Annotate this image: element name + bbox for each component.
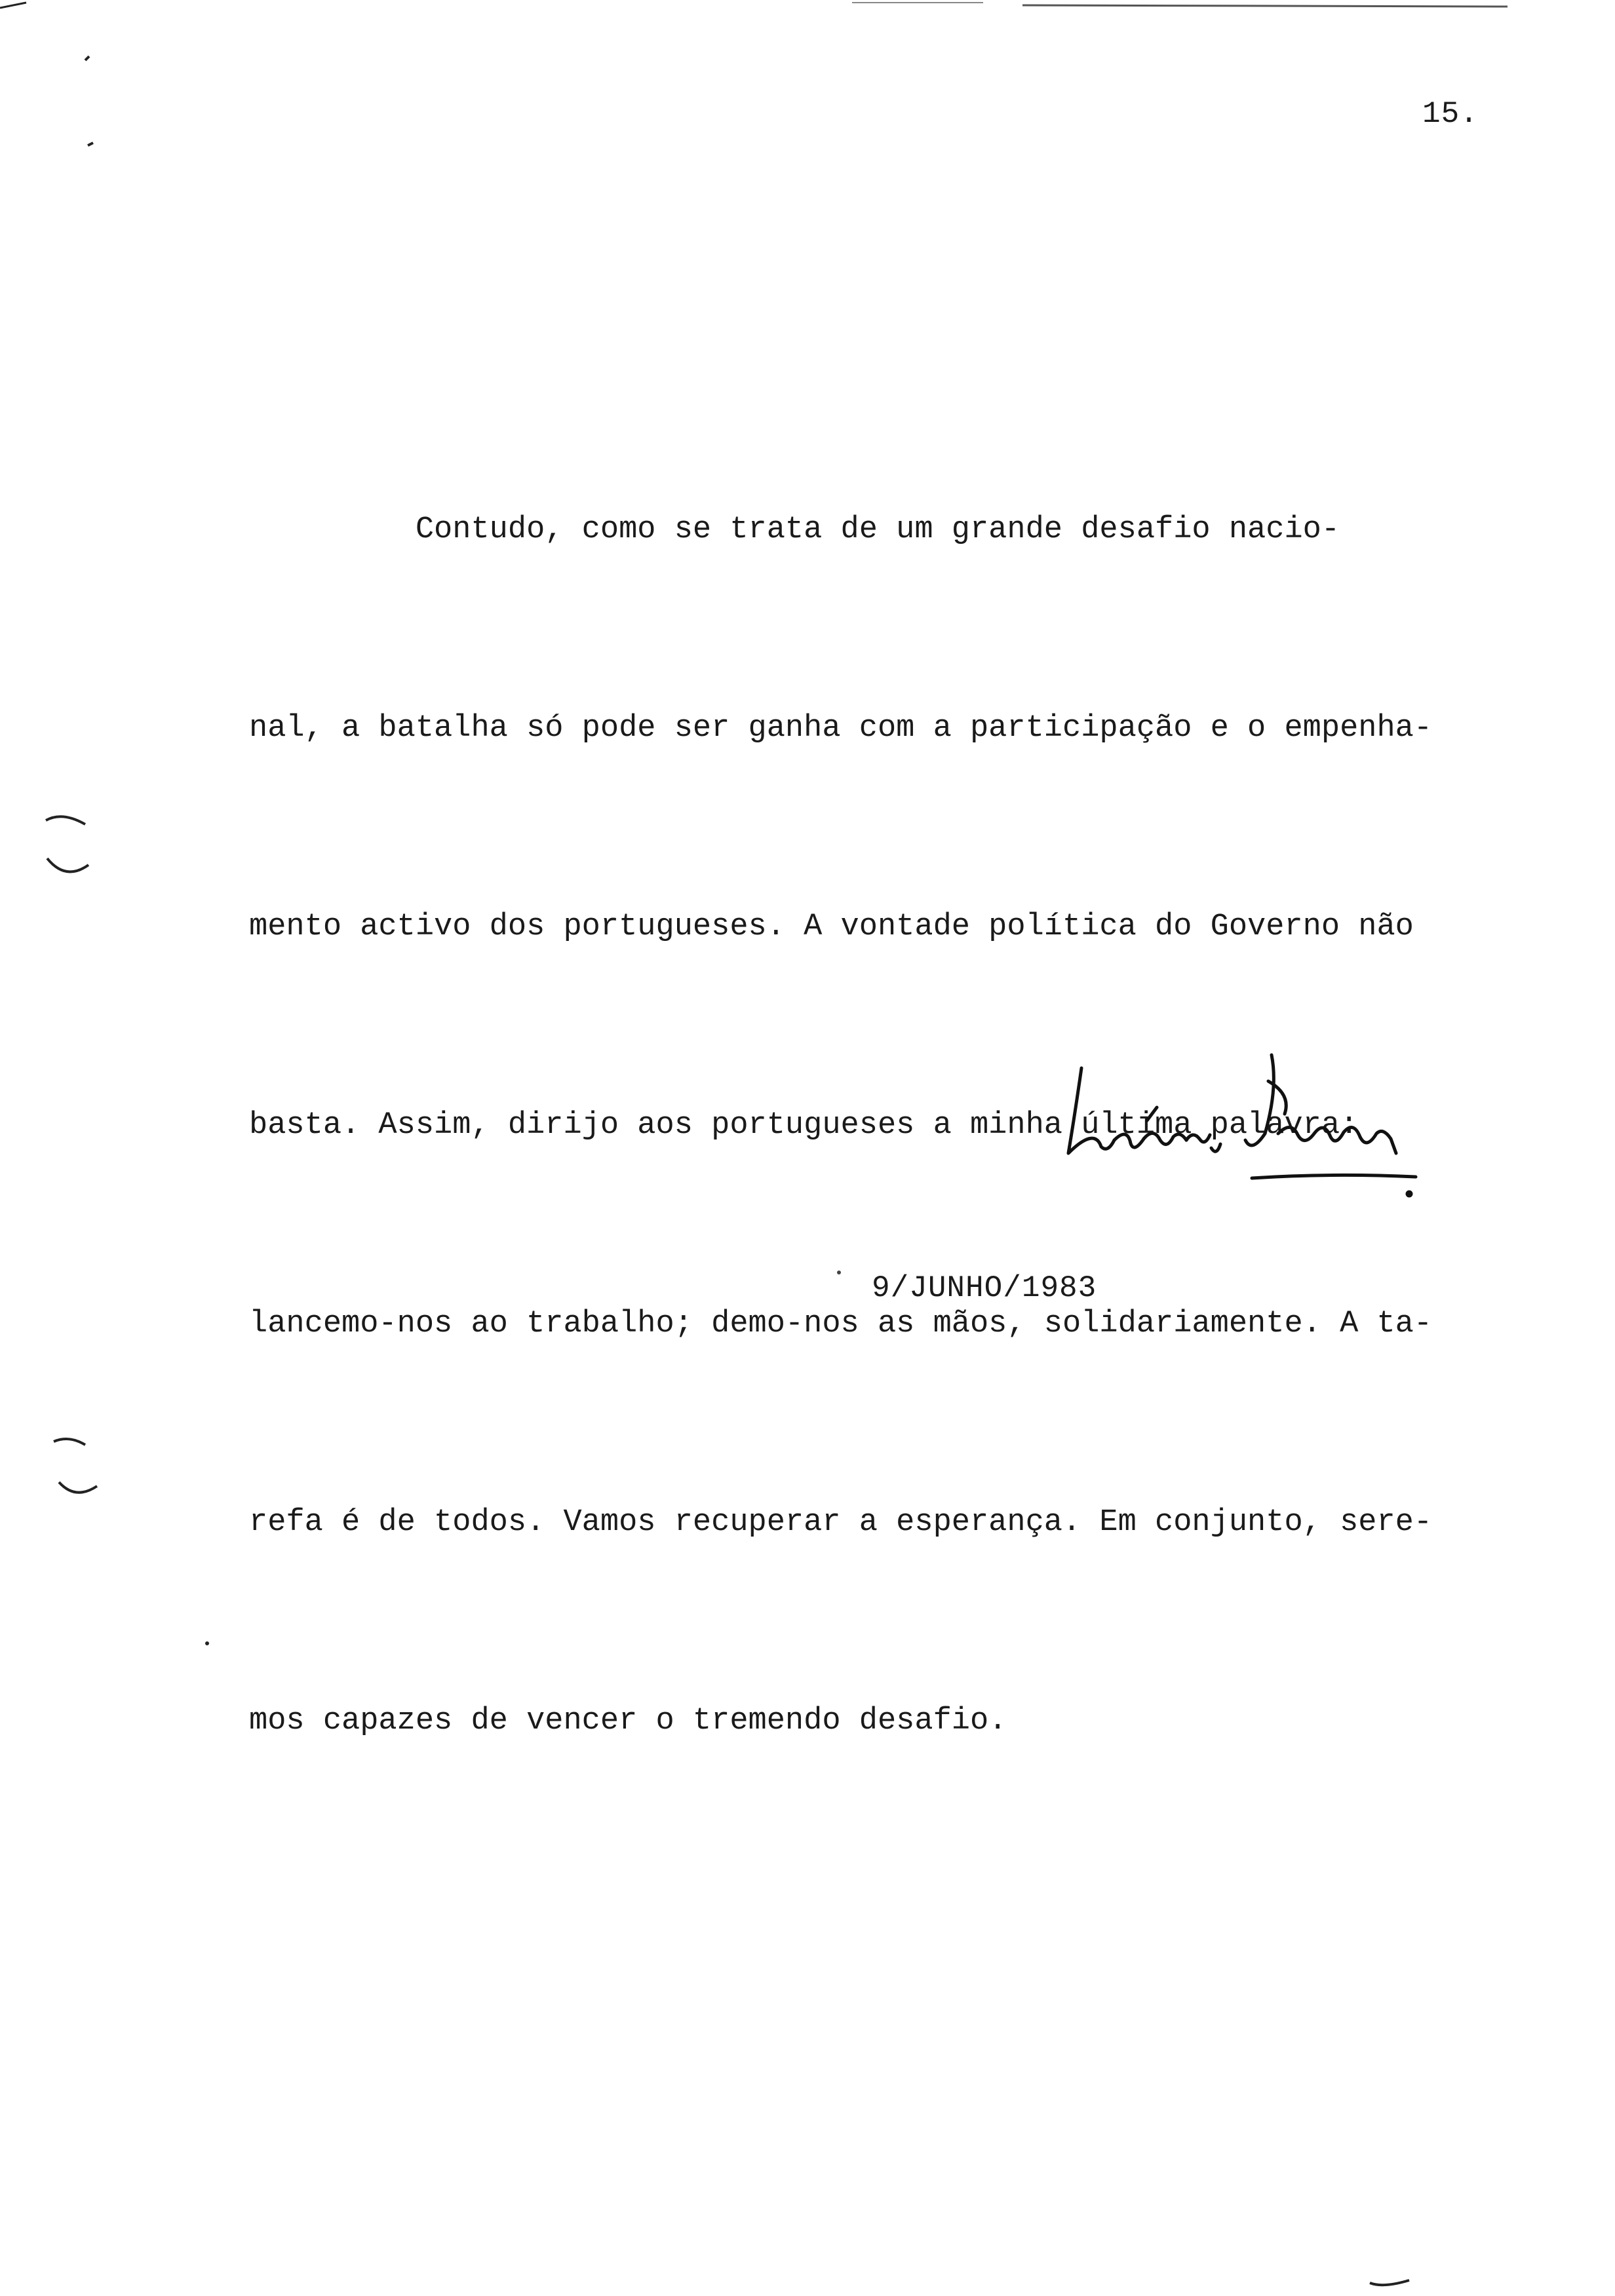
paragraph-line: lancemo-nos ao trabalho; demo-nos as mãos, solidariamente. A ta- bbox=[249, 1307, 1433, 1341]
paragraph-line: Contudo, como se trata de um grande desafio nacio- bbox=[249, 512, 1340, 547]
page-number: 15. bbox=[1422, 97, 1479, 131]
handwritten-signature bbox=[1055, 1022, 1449, 1219]
paragraph-line: refa é de todos. Vamos recuperar a esperança. Em conjunto, sere- bbox=[249, 1505, 1433, 1540]
paragraph-line: basta. Assim, dirijo aos portugueses a minha última palavra: bbox=[249, 1108, 1359, 1143]
paragraph-line: mento activo dos portugueses. A vontade política do Governo não bbox=[249, 909, 1414, 944]
document-date: 9/JUNHO/1983 bbox=[872, 1271, 1097, 1305]
paragraph-line: nal, a batalha só pode ser ganha com a participação e o empenha- bbox=[249, 711, 1433, 746]
paragraph-line: mos capazes de vencer o tremendo desafio. bbox=[249, 1704, 1007, 1738]
